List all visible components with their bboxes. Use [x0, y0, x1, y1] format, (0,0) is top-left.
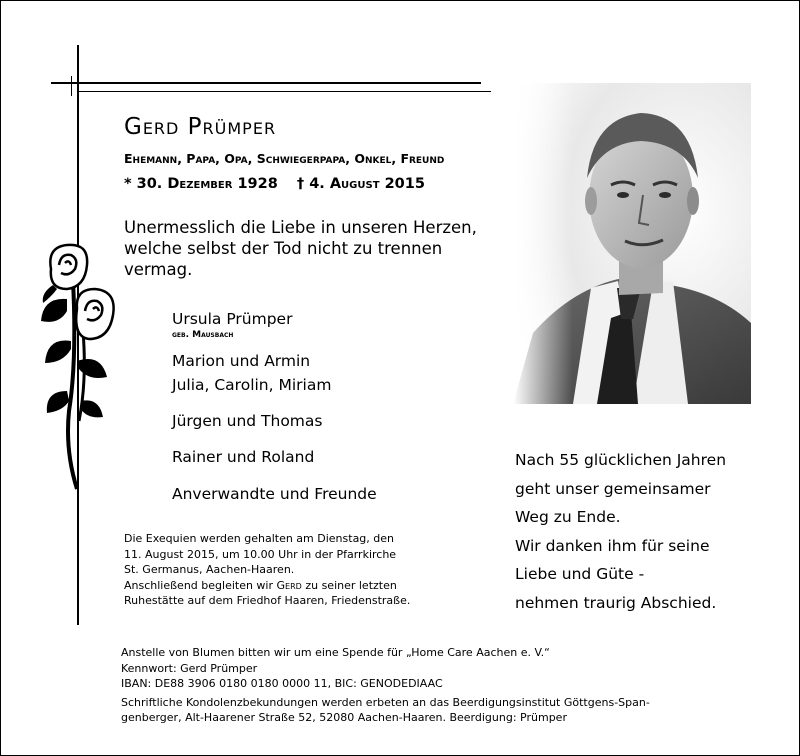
- rose-icon: [37, 241, 119, 493]
- service-line: Anschließend begleiten wir Gerd zu seiner letzten: [124, 578, 397, 592]
- memorial-verse: Unermesslich die Liebe in unseren Herzen, welche selbst der Tod nicht zu trennen vermag.: [124, 218, 477, 279]
- footer-notes: [121, 645, 650, 726]
- cross-beam: [51, 82, 481, 84]
- family-member: Julia, Carolin, Miriam: [172, 376, 332, 394]
- service-details: [124, 531, 410, 609]
- deceased-roles: Ehemann, Papa, Opa, Schwiegerpapa, Onkel, Freund: [124, 151, 445, 166]
- birth-date: * 30. Dezember 1928: [124, 176, 278, 192]
- family-member: Rainer und Roland: [172, 448, 315, 466]
- service-line: St. Germanus, Aachen-Haaren.: [124, 563, 295, 576]
- farewell-line: Nach 55 glücklichen Jahren: [515, 451, 727, 469]
- family-member: Anverwandte und Freunde: [172, 485, 377, 503]
- cross-post-shadow: [71, 76, 72, 96]
- family-member: Marion und Armin: [172, 352, 311, 370]
- farewell-line: nehmen traurig Abschied.: [515, 593, 717, 612]
- farewell-text: [515, 446, 726, 618]
- family-member: Jürgen und Thomas: [172, 412, 323, 430]
- donation-keyword: Kennwort: Gerd Prümper: [121, 661, 258, 675]
- farewell-line: geht unser gemeinsamer: [515, 479, 711, 498]
- family-member-maiden-name: geb. Mausbach: [172, 330, 234, 340]
- farewell-line: Liebe und Güte -: [515, 565, 645, 584]
- family-member: Ursula Prümper: [172, 310, 293, 328]
- life-dates: [124, 176, 439, 192]
- cross-beam-shadow: [77, 91, 491, 92]
- bank-details: IBAN: DE88 3906 0180 0180 0000 11, BIC: GENODEDIAAC: [121, 677, 443, 690]
- service-line: Die Exequien werden gehalten am Dienstag, den: [124, 532, 395, 545]
- service-line: 11. August 2015, um 10.00 Uhr in der Pfarrkirche: [124, 547, 397, 561]
- portrait-photo: [513, 83, 751, 404]
- farewell-line: Weg zu Ende.: [515, 508, 621, 527]
- condolence-note: Schriftliche Kondolenzbekundungen werden erbeten an das Beerdigungsinstitut Göttgens-Span-: [121, 695, 650, 709]
- service-line: Ruhestätte auf dem Friedhof Haaren, Friedenstraße.: [124, 594, 411, 607]
- deceased-name: Gerd Prümper: [124, 114, 277, 140]
- donation-note: Anstelle von Blumen bitten wir um eine Spende für „Home Care Aachen e. V.“: [121, 646, 550, 659]
- death-date: † 4. August 2015: [296, 176, 425, 192]
- farewell-line: Wir danken ihm für seine: [515, 536, 710, 555]
- condolence-note: genberger, Alt-Haarener Straße 52, 52080 Aachen-Haaren. Beerdigung: Prümper: [121, 711, 567, 724]
